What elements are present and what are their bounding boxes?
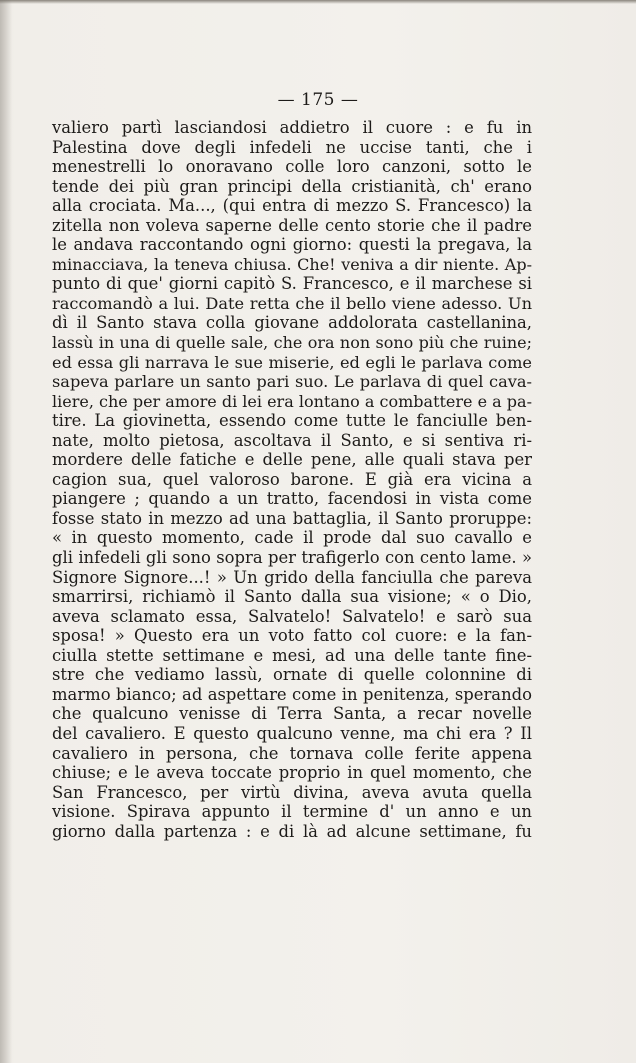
text-line: lassù in una di quelle sale, che ora non sono più che ruine; — [52, 333, 532, 353]
text-line: « in questo momento, cade il prode dal suo cavallo e — [52, 528, 532, 548]
text-line: piangere ; quando a un tratto, facendosi in vista come — [52, 489, 532, 509]
text-line: minacciava, la teneva chiusa. Che! veniva a dir niente. Ap- — [52, 254, 532, 274]
text-line: le andava raccontando ogni giorno: questi la pregava, la — [52, 235, 532, 255]
text-line: tire. La giovinetta, essendo come tutte le fanciulle ben- — [52, 411, 532, 431]
text-line: dì il Santo stava colla giovane addolorata castellanina, — [52, 313, 532, 333]
text-line: stre che vediamo lassù, ornate di quelle colonnine di — [52, 665, 532, 685]
text-line: sposa! » Questo era un voto fatto col cuore: e la fan- — [52, 626, 532, 646]
text-line: marmo bianco; ad aspettare come in penitenza, sperando — [52, 684, 532, 704]
text-line: punto di que' giorni capitò S. Francesco, e il marchese si — [52, 274, 532, 294]
text-line: alla crociata. Ma..., (qui entra di mezzo S. Francesco) la — [52, 196, 532, 216]
page-number: — 175 — — [277, 90, 359, 110]
text-line: gli infedeli gli sono sopra per trafigerlo con cento lame. » — [52, 548, 532, 568]
text-line: nate, molto pietosa, ascoltava il Santo, e si sentiva ri- — [52, 430, 532, 450]
text-line: chiuse; e le aveva toccate proprio in quel momento, che — [52, 763, 532, 783]
text-line: fosse stato in mezzo ad una battaglia, il Santo proruppe: — [52, 508, 532, 528]
text-line: liere, che per amore di lei era lontano a combattere e a pa- — [52, 391, 532, 411]
text-line: cagion sua, quel valoroso barone. E già era vicina a — [52, 469, 532, 489]
text-line: giorno dalla partenza : e di là ad alcune settimane, fu — [52, 821, 532, 841]
text-line: raccomandò a lui. Date retta che il bello viene adesso. Un — [52, 293, 532, 313]
text-line: San Francesco, per virtù divina, aveva avuta quella — [52, 782, 532, 802]
text-line: smarrirsi, richiamò il Santo dalla sua visione; « o Dio, — [52, 587, 532, 607]
text-line: ed essa gli narrava le sue miserie, ed egli le parlava come — [52, 352, 532, 372]
text-line: visione. Spirava appunto il termine d' un anno e un — [52, 802, 532, 822]
page-gutter-shadow — [0, 0, 12, 1063]
text-line: zitella non voleva saperne delle cento storie che il padre — [52, 215, 532, 235]
text-line: che qualcuno venisse di Terra Santa, a recar novelle — [52, 704, 532, 724]
text-line: valiero partì lasciandosi addietro il cuore : e fu in — [52, 118, 532, 137]
text-line: tende dei più gran principi della cristianità, ch' erano — [52, 176, 532, 196]
text-line: del cavaliero. E questo qualcuno venne, ma chi era ? Il — [52, 723, 532, 743]
body-text — [52, 118, 532, 841]
text-line: cavaliero in persona, che tornava colle ferite appena — [52, 743, 532, 763]
page-top-edge — [0, 0, 636, 4]
text-line: menestrelli lo onoravano colle loro canzoni, sotto le — [52, 157, 532, 177]
text-line: Signore Signore...! » Un grido della fanciulla che pareva — [52, 567, 532, 587]
text-line: aveva sclamato essa, Salvatelo! Salvatelo! e sarò sua — [52, 606, 532, 626]
text-line: sapeva parlare un santo pari suo. Le parlava di quel cava- — [52, 372, 532, 392]
text-line: mordere delle fatiche e delle pene, alle quali stava per — [52, 450, 532, 470]
text-line: ciulla stette settimane e mesi, ad una delle tante fine- — [52, 645, 532, 665]
text-line: Palestina dove degli infedeli ne uccise tanti, che i — [52, 137, 532, 157]
